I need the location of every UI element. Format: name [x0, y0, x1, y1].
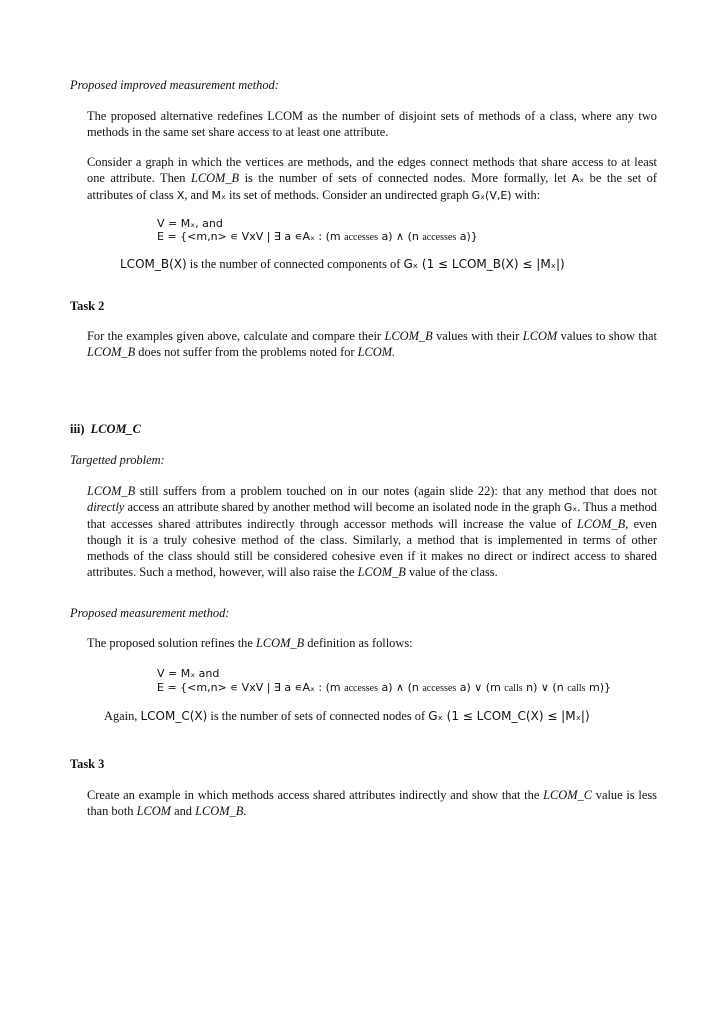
formula-edges: E = {<m,n> ∊ VxV | ∃ a ∊Aₓ : (m accesses a) ∧ (n accesses a)}: [157, 230, 478, 243]
targetted-problem-heading: Targetted problem:: [70, 453, 165, 467]
paragraph-graph-description: Consider a graph in which the vertices are methods, and the edges connect methods that share access to at least one attribute. Then LCOM_B is the number of sets of connected nodes. More formally, let Aₓ be the set of attributes of class X, and Mₓ its set of methods. Consider an undirected graph Gₓ(V,E) with:: [87, 155, 657, 202]
task-2-title: Task 2: [70, 299, 105, 313]
formula-vertices-c: V = Mₓ and: [157, 667, 220, 680]
task-3-title: Task 3: [70, 757, 105, 771]
formula-vertices: V = Mₓ, and: [157, 217, 223, 230]
section-heading-improved-method: Proposed improved measurement method:: [70, 78, 279, 92]
paragraph-lcomc-intro: The proposed solution refines the LCOM_B definition as follows:: [87, 636, 413, 650]
task-2-text: For the examples given above, calculate and compare their LCOM_B values with their LCOM values to show that LCOM_B does not suffer from the problems noted for LCOM.: [87, 329, 657, 359]
section-iii-title: iii) LCOM_C: [70, 422, 141, 436]
formula-edges-c: E = {<m,n> ∊ VxV | ∃ a ∊Aₓ : (m accesses a) ∧ (n accesses a) ∨ (m calls n) ∨ (n calls m)}: [157, 681, 612, 694]
lcomc-formal-definition: Again, LCOM_C(X) is the number of sets of connected nodes of Gₓ (1 ≤ LCOM_C(X) ≤ |Mₓ|): [104, 709, 590, 723]
task-3-text: Create an example in which methods access shared attributes indirectly and show that the LCOM_C value is less than both LCOM and LCOM_B.: [87, 788, 657, 818]
lcomb-formal-definition: LCOM_B(X) is the number of connected components of Gₓ (1 ≤ LCOM_B(X) ≤ |Mₓ|): [120, 257, 565, 271]
proposed-measurement-heading: Proposed measurement method:: [70, 606, 230, 620]
paragraph-lcomb-definition: The proposed alternative redefines LCOM as the number of disjoint sets of methods of a class, where any two methods in the same set share access to at least one attribute.: [87, 109, 657, 139]
paragraph-lcomb-problem: LCOM_B still suffers from a problem touched on in our notes (again slide 22): that any method that does not directly access an attribute shared by another method will become an isolated node in the graph Gₓ. Thus a method that accesses shared attributes indirectly through accessor methods will increase the value of LCOM_B, even though it is a truly cohesive method of the class. Similarly, a method that is implemented in terms of other methods of the class should still be considered cohesive even if it makes no direct or indirect access to shared attributes. Such a method, however, will also raise the LCOM_B value of the class.: [87, 484, 657, 579]
